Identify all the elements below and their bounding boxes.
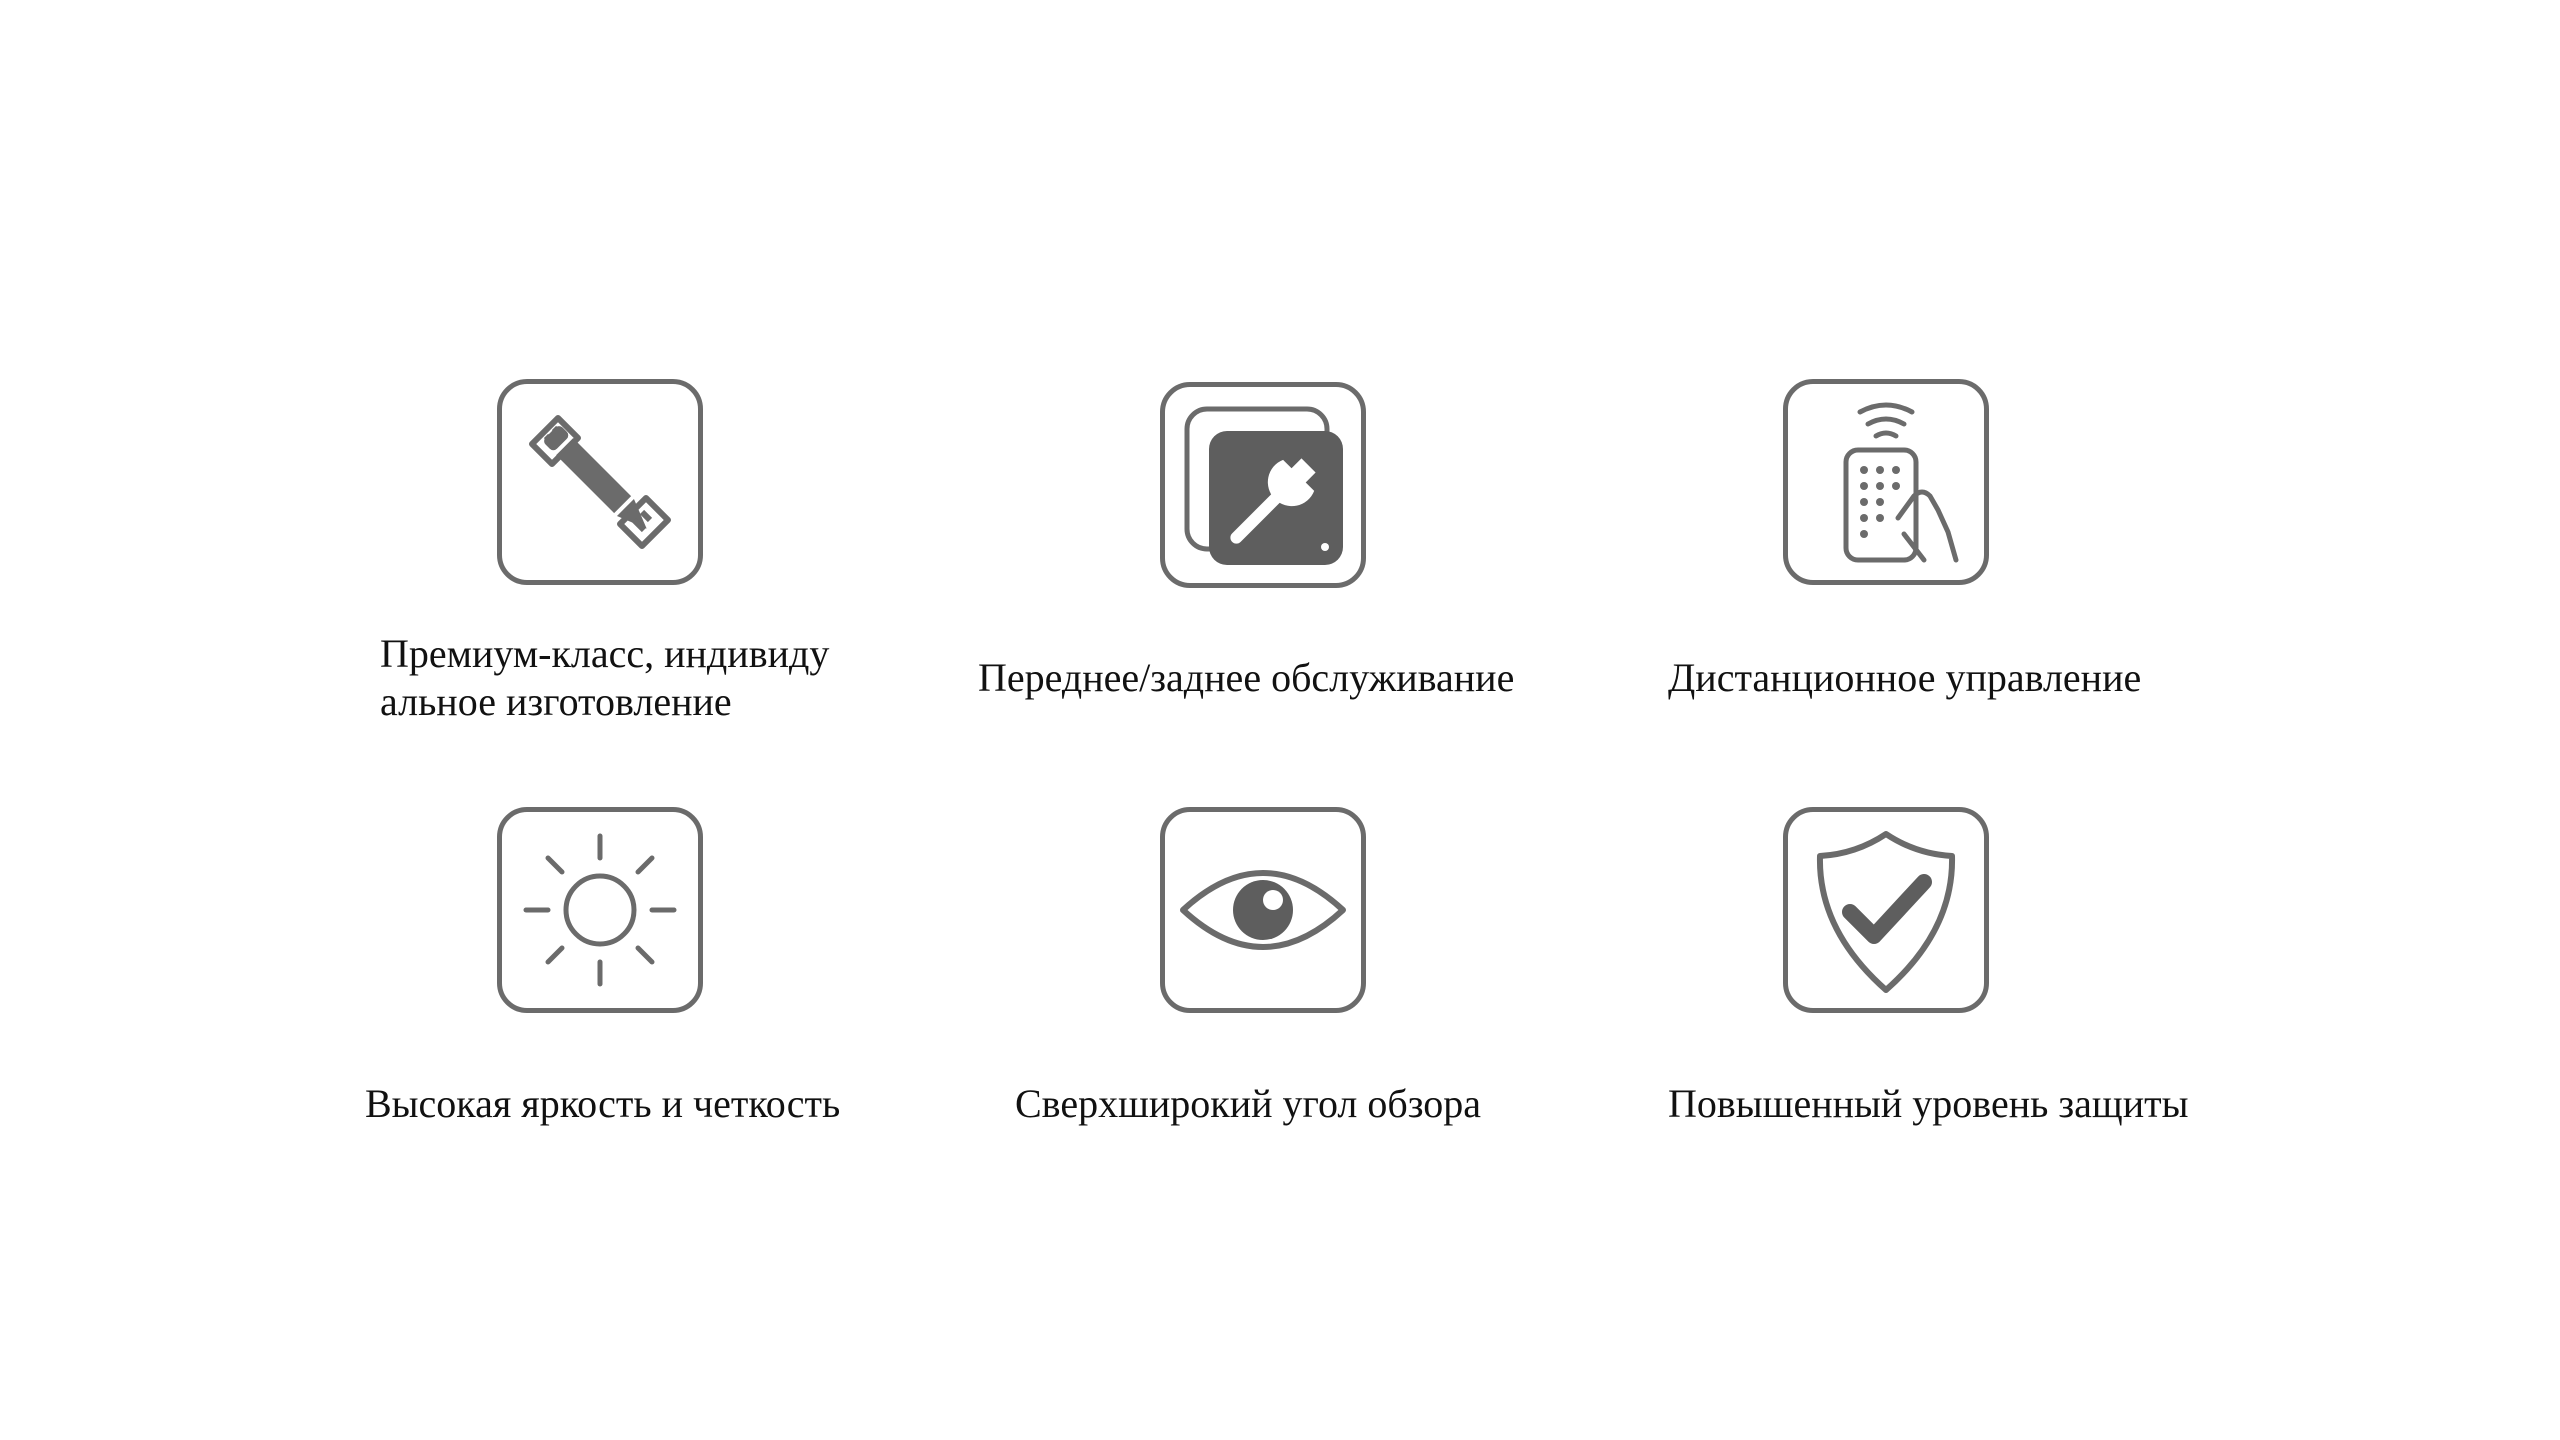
- eye-icon: [1160, 807, 1366, 1013]
- feature-label: Переднее/заднее обслуживание: [978, 655, 1515, 700]
- feature-label: Сверхширокий угол обзора: [1015, 1081, 1482, 1126]
- feature-label: [380, 630, 880, 726]
- sun-icon: [497, 807, 703, 1013]
- shield-check-icon: [1783, 807, 1989, 1013]
- wrench-icon: [1160, 382, 1366, 588]
- feature-label: Высокая яркость и четкость: [365, 1081, 841, 1126]
- feature-label-line2: альное изготовление: [380, 679, 732, 724]
- pencil-ruler-icon: [497, 379, 703, 585]
- remote-control-icon: [1783, 379, 1989, 585]
- feature-label-line1: Премиум-класс, индивиду: [380, 631, 830, 676]
- feature-label: Повышенный уровень защиты: [1668, 1081, 2189, 1126]
- feature-label: Дистанционное управление: [1668, 655, 2142, 700]
